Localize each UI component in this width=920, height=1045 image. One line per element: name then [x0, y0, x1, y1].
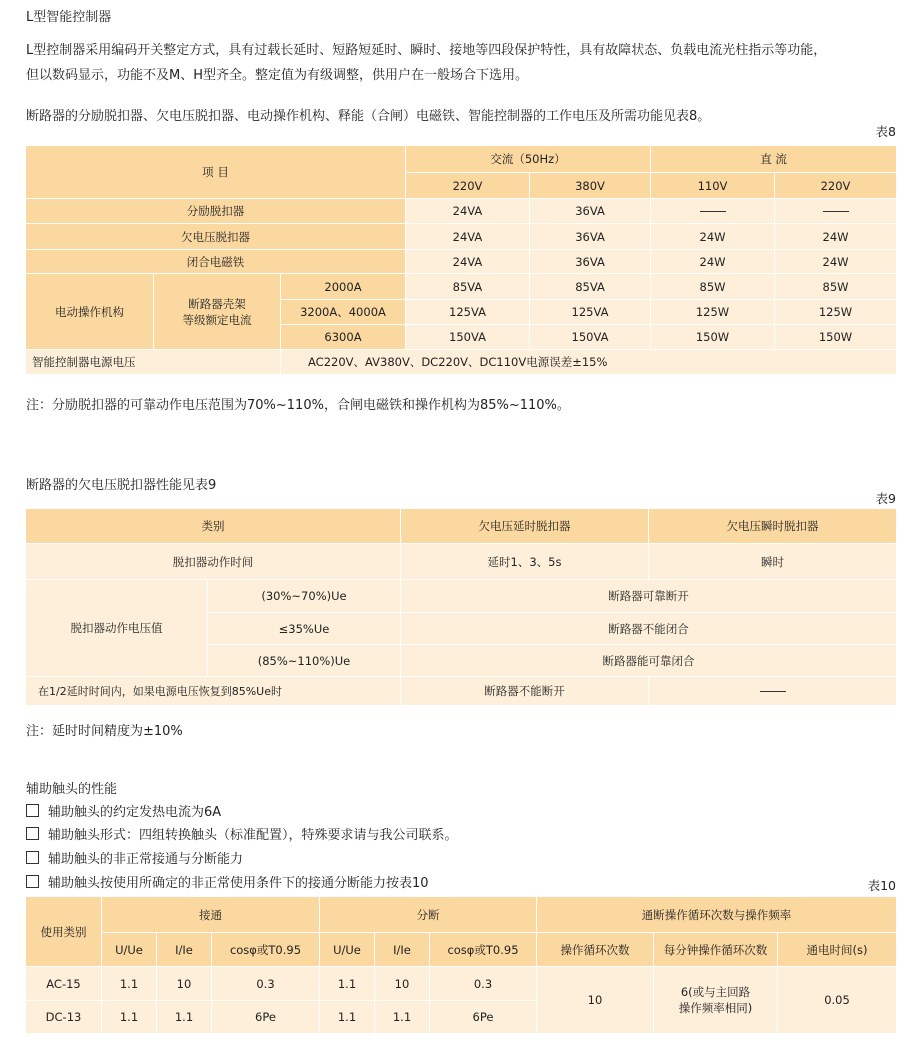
t9-time-instant: 瞬时 [649, 544, 897, 580]
t10-sub-u: U/Ue [320, 933, 375, 967]
t9-delay-header: 欠电压延时脱扣器 [401, 509, 649, 544]
t9-last-label: 在1/2延时时间内，如果电源电压恢复到85%Ue时 [26, 677, 401, 706]
t9-volt-result: 断路器能可靠闭合 [401, 645, 897, 677]
t10-cell: 6Pe [212, 1001, 320, 1034]
t8-cell: 24W [775, 224, 897, 250]
t9-volt-result: 断路器可靠断开 [401, 580, 897, 613]
t8-cell: 150VA [530, 325, 651, 350]
t8-cell: 150W [775, 325, 897, 350]
table8-intro: 断路器的分励脱扣器、欠电压脱扣器、电动操作机构、释能（合闸）电磁铁、智能控制器的工作电压及所需功能见表8。 [26, 109, 711, 124]
aux-item-text: 辅助触头的非正常接通与分断能力 [48, 852, 244, 867]
t8-cell: 150VA [406, 325, 530, 350]
aux-item [26, 848, 243, 867]
t10-cell: 10 [375, 967, 430, 1001]
t8-cell: 24VA [406, 199, 530, 224]
t10-cell: 1.1 [102, 1001, 157, 1034]
t9-last-delay: 断路器不能断开 [401, 677, 649, 706]
t8-cell: 24VA [406, 224, 530, 250]
t10-cell: 1.1 [320, 967, 375, 1001]
section-title-l: L型智能控制器 [26, 10, 112, 25]
t8-dc-220: 220V [775, 173, 897, 199]
checkbox-icon [26, 875, 39, 888]
table9-intro: 断路器的欠电压脱扣器性能见表9 [26, 478, 217, 493]
t10-cell: 1.1 [102, 967, 157, 1001]
t8-cell: 85VA [530, 274, 651, 300]
checkbox-icon [26, 851, 39, 864]
aux-item-text: 辅助触头形式：四组转换触头（标准配置），特殊要求请与我公司联系。 [48, 828, 458, 843]
t10-category: AC-15 [26, 967, 102, 1001]
t10-sub-cos: cosφ或T0.95 [430, 933, 537, 967]
t8-frame-label-line1: 断路器壳架 [188, 296, 246, 311]
t8-ac-380: 380V [530, 173, 651, 199]
t8-dc-header: 直 流 [651, 146, 897, 173]
t8-ac-220: 220V [406, 173, 530, 199]
t8-frame-label [154, 274, 281, 350]
table9 [25, 508, 897, 706]
dash-icon [823, 211, 849, 212]
t8-cell: 24W [651, 224, 775, 250]
t8-cell: 125VA [406, 300, 530, 325]
table10 [25, 896, 897, 1034]
t8-cell: 85W [775, 274, 897, 300]
t10-category-header: 使用类别 [26, 897, 102, 967]
dash-icon [700, 211, 726, 212]
t8-cell: 24W [775, 250, 897, 274]
t8-row-name: 分励脱扣器 [26, 199, 406, 224]
t10-sub-u: U/Ue [102, 933, 157, 967]
t8-ctrl-label: 智能控制器电源电压 [26, 350, 281, 375]
t10-sub-cycles: 操作循环次数 [537, 933, 654, 967]
t8-dc-110: 110V [651, 173, 775, 199]
t8-cell-dash [651, 199, 775, 224]
t8-ctrl-value: AC220V、AV380V、DC220V、DC110V电源误差±15% [281, 350, 897, 375]
t8-cell: 125W [651, 300, 775, 325]
aux-item [26, 801, 221, 820]
table8 [25, 145, 897, 375]
t10-cell: 1.1 [157, 1001, 212, 1034]
t9-time-delay: 延时1、3、5s [401, 544, 649, 580]
t10-sub-time: 通电时间(s) [778, 933, 897, 967]
t10-sub-per-min: 每分钟操作循环次数 [654, 933, 778, 967]
t8-cell-dash [775, 199, 897, 224]
paragraph-l-1: L型控制器采用编码开关整定方式，具有过载长延时、短路短延时、瞬时、接地等四段保护特性，具有故障状态、负载电流光柱指示等功能， [26, 43, 827, 58]
t9-volt-range: ≤35%Ue [208, 613, 401, 645]
t8-cell: 24VA [406, 250, 530, 274]
t10-sub-cos: cosφ或T0.95 [212, 933, 320, 967]
t10-per-min-line1: 6(或与主回路 [680, 985, 751, 999]
t9-category-header: 类别 [26, 509, 401, 544]
table8-note: 注：分励脱扣器的可靠动作电压范围为70%~110%，合闸电磁铁和操作机构为85%~110%。 [26, 398, 570, 413]
t10-per-min-line2: 操作频率相同) [678, 1001, 753, 1015]
table9-label: 表9 [875, 491, 896, 506]
aux-item [26, 824, 458, 843]
t8-row-name: 闭合电磁铁 [26, 250, 406, 274]
t9-instant-header: 欠电压瞬时脱扣器 [649, 509, 897, 544]
t10-cell: 10 [157, 967, 212, 1001]
t10-cell: 6Pe [430, 1001, 537, 1034]
t8-cell: 36VA [530, 224, 651, 250]
t8-cell: 24W [651, 250, 775, 274]
table9-note: 注：延时时间精度为±10% [26, 724, 183, 739]
table10-label: 表10 [867, 878, 896, 893]
t10-cell: 1.1 [320, 1001, 375, 1034]
aux-item-text: 辅助触头的约定发热电流为6A [48, 805, 222, 820]
t9-volt-label: 脱扣器动作电压值 [26, 580, 208, 677]
t8-motor-label: 电动操作机构 [26, 274, 154, 350]
t9-time-label: 脱扣器动作时间 [26, 544, 401, 580]
t8-cell: 85VA [406, 274, 530, 300]
t8-cell: 150W [651, 325, 775, 350]
t8-item-header: 项 目 [26, 146, 406, 199]
t8-rating: 2000A [281, 274, 406, 300]
t8-rating: 3200A、4000A [281, 300, 406, 325]
t8-frame-label-line2: 等级额定电流 [182, 312, 252, 327]
t8-cell: 125VA [530, 300, 651, 325]
aux-item-text: 辅助触头按使用所确定的非正常使用条件下的接通分断能力按表10 [48, 876, 429, 891]
t8-cell: 36VA [530, 199, 651, 224]
checkbox-icon [26, 827, 39, 840]
checkbox-icon [26, 804, 39, 817]
t8-cell: 125W [775, 300, 897, 325]
t10-category: DC-13 [26, 1001, 102, 1034]
t8-cell: 36VA [530, 250, 651, 274]
t10-on-time: 0.05 [778, 967, 897, 1034]
t10-sub-i: I/Ie [375, 933, 430, 967]
aux-item [26, 872, 429, 891]
paragraph-l-2: 但以数码显示，功能不及M、H型齐全。整定值为有级调整，供用户在一般场合下选用。 [26, 68, 528, 83]
t8-cell: 85W [651, 274, 775, 300]
t10-cell: 0.3 [430, 967, 537, 1001]
dash-icon [760, 691, 786, 692]
t10-cycle-header: 通断操作循环次数与操作频率 [537, 897, 897, 933]
t8-row-name: 欠电压脱扣器 [26, 224, 406, 250]
t9-volt-result: 断路器不能闭合 [401, 613, 897, 645]
aux-title: 辅助触头的性能 [26, 782, 118, 797]
t10-cell: 0.3 [212, 967, 320, 1001]
t10-cycles: 10 [537, 967, 654, 1034]
t10-break-header: 分断 [320, 897, 537, 933]
t10-per-min [654, 967, 778, 1034]
t10-cell: 1.1 [375, 1001, 430, 1034]
table8-label: 表8 [875, 124, 896, 139]
t9-volt-range: (85%~110%)Ue [208, 645, 401, 677]
t10-make-header: 接通 [102, 897, 320, 933]
t10-sub-i: I/Ie [157, 933, 212, 967]
t9-last-instant-dash [649, 677, 897, 706]
t9-volt-range: (30%~70%)Ue [208, 580, 401, 613]
t8-rating: 6300A [281, 325, 406, 350]
t8-ac-header: 交流（50Hz） [406, 146, 651, 173]
